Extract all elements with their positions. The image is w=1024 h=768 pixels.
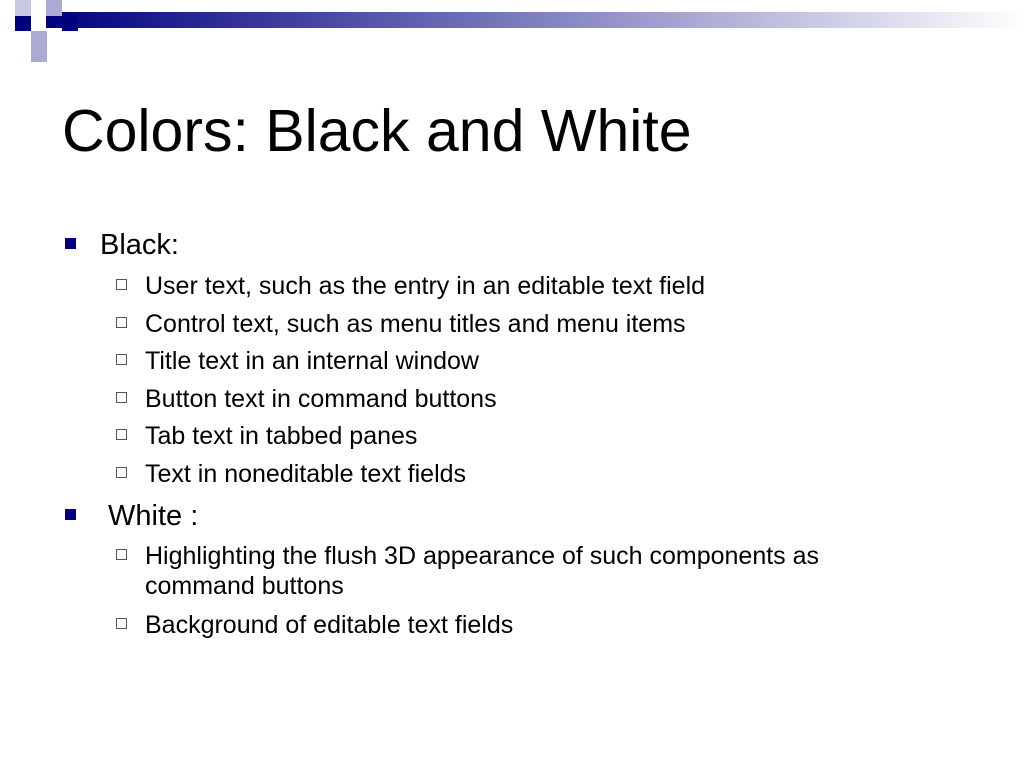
sub-bullet-text: Control text, such as menu titles and menu items xyxy=(145,310,686,338)
hollow-square-icon xyxy=(116,618,127,629)
sub-bullet-text: Title text in an internal window xyxy=(145,347,479,375)
bullet-square-icon xyxy=(65,509,76,520)
bullet-label: White : xyxy=(100,500,199,532)
hollow-square-icon xyxy=(116,317,127,328)
sub-bullet-text: Tab text in tabbed panes xyxy=(145,422,418,450)
sub-bullet-text: User text, such as the entry in an editable text field xyxy=(145,272,706,300)
sub-bullet-text: Background of editable text fields xyxy=(145,611,514,639)
sub-bullet-text: Button text in command buttons xyxy=(145,385,497,413)
hollow-square-icon xyxy=(116,429,127,440)
slide-title: Colors: Black and White xyxy=(62,98,692,164)
sub-bullet-text: Highlighting the flush 3D appearance of such components as command buttons xyxy=(145,542,820,600)
hollow-square-icon xyxy=(116,392,127,403)
bullet-label: Black: xyxy=(100,229,179,261)
hollow-square-icon xyxy=(116,279,127,290)
hollow-square-icon xyxy=(116,467,127,478)
hollow-square-icon xyxy=(116,354,127,365)
sub-bullet-text: Text in noneditable text fields xyxy=(145,460,467,488)
bullet-square-icon xyxy=(65,238,76,249)
hollow-square-icon xyxy=(116,549,127,560)
